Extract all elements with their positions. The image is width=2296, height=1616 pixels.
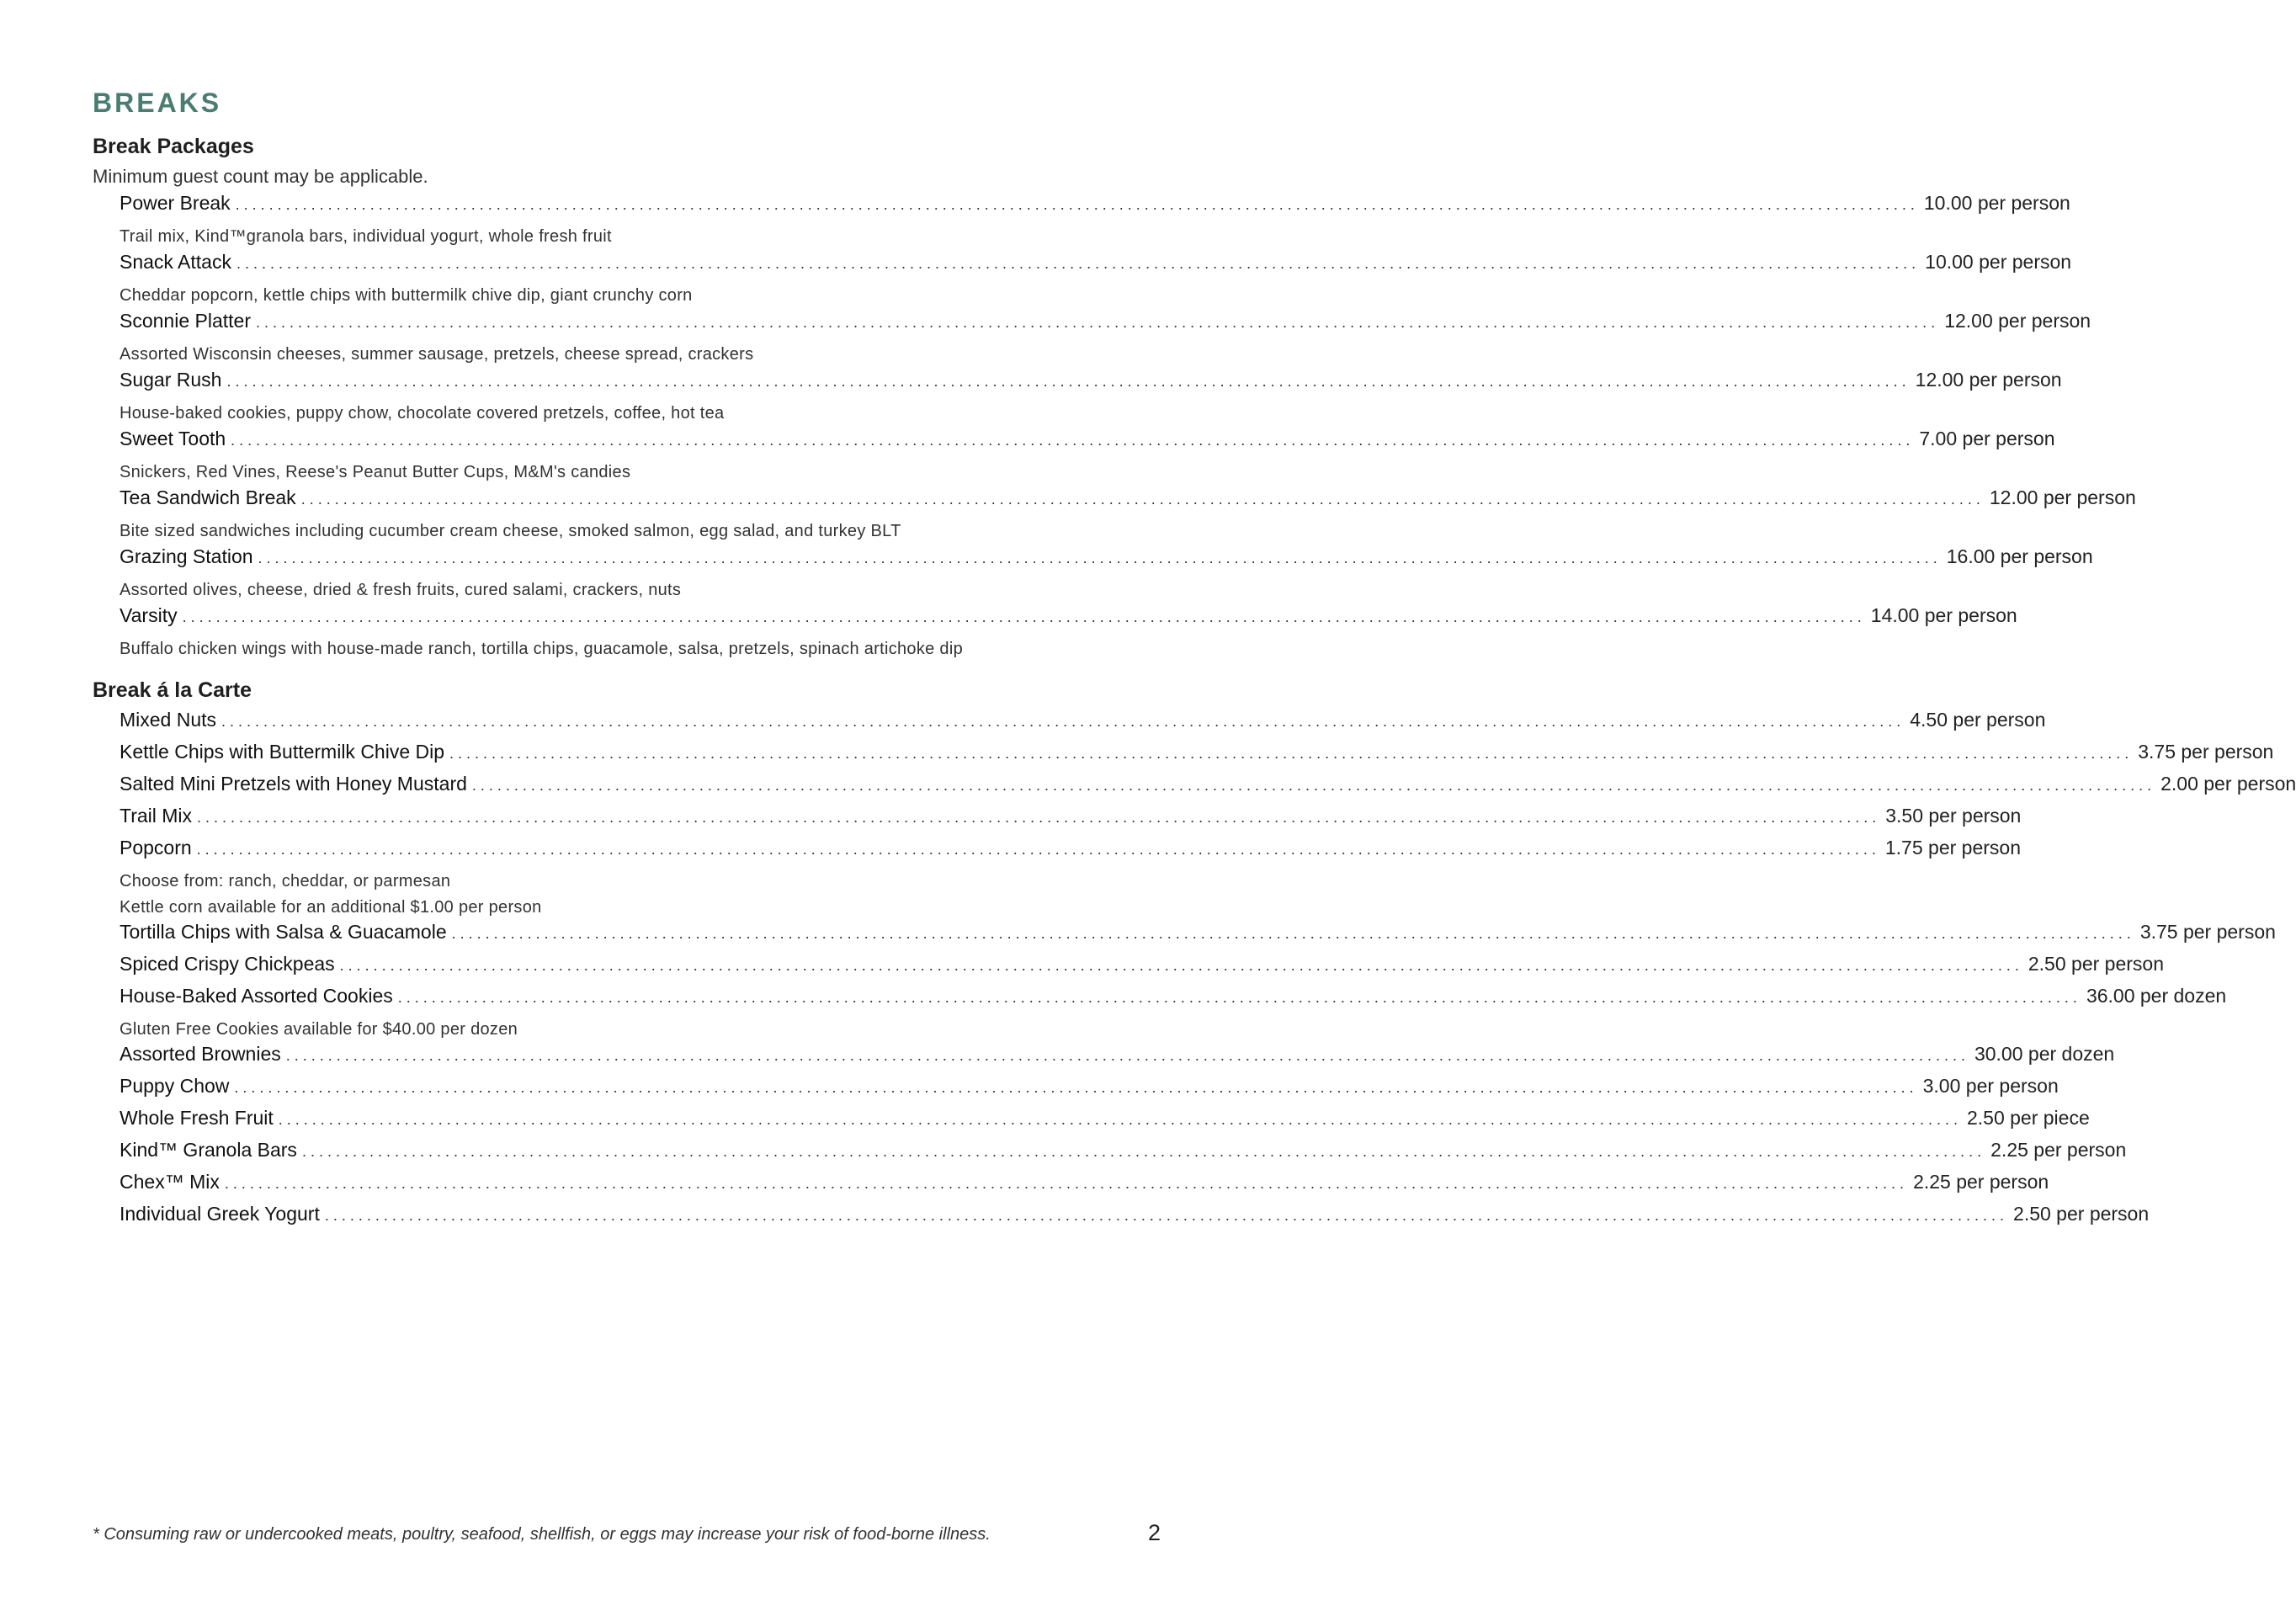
dot-leader: ........................................................................................................................................................................................................ bbox=[301, 1143, 1986, 1160]
menu-item-description: House-baked cookies, puppy chow, chocolate covered pretzels, coffee, hot tea bbox=[120, 404, 725, 423]
dot-leader: ........................................................................................................................................................................................................ bbox=[235, 196, 1919, 213]
menu-item-price: 10.00 per person bbox=[1923, 192, 2070, 214]
menu-item-name: Sugar Rush bbox=[120, 369, 222, 391]
dot-leader: ........................................................................................................................................................................................................ bbox=[397, 989, 2081, 1006]
minimum-guest-note: Minimum guest count may be applicable. bbox=[93, 166, 428, 187]
menu-item-description: Snickers, Red Vines, Reese's Peanut Butter Cups, M&M's candies bbox=[120, 463, 631, 481]
alacarte-item bbox=[93, 985, 2227, 1043]
menu-item-row bbox=[120, 773, 2296, 805]
menu-item-price: 2.00 per person bbox=[2160, 773, 2296, 795]
menu-item-price: 2.25 per person bbox=[1913, 1171, 2049, 1193]
menu-item-name: Whole Fresh Fruit bbox=[120, 1107, 274, 1129]
break-packages-section bbox=[93, 131, 2136, 663]
dot-leader: ........................................................................................................................................................................................................ bbox=[285, 1047, 1969, 1064]
dot-leader: ........................................................................................................................................................................................................ bbox=[231, 432, 1915, 449]
menu-item-name: Varsity bbox=[120, 604, 178, 626]
package-item bbox=[93, 369, 2062, 427]
menu-item-row bbox=[120, 604, 2017, 636]
dot-leader: ........................................................................................................................................................................................................ bbox=[449, 745, 2134, 762]
menu-item-price: 7.00 per person bbox=[1919, 428, 2055, 449]
menu-item-name: Power Break bbox=[120, 192, 231, 214]
menu-item-name: Tortilla Chips with Salsa & Guacamole bbox=[120, 921, 447, 943]
menu-item-name: Popcorn bbox=[120, 837, 192, 858]
package-item bbox=[93, 545, 2093, 603]
menu-item-name: Kind™ Granola Bars bbox=[120, 1139, 297, 1161]
alacarte-item bbox=[93, 1075, 2059, 1107]
menu-item-name: Grazing Station bbox=[120, 545, 253, 567]
menu-item-price: 2.25 per person bbox=[1990, 1139, 2127, 1161]
menu-item-row bbox=[120, 985, 2227, 1017]
alacarte-item bbox=[93, 953, 2164, 985]
menu-item-name: Tea Sandwich Break bbox=[120, 486, 296, 508]
package-list bbox=[93, 192, 2136, 662]
menu-item-name: Sconnie Platter bbox=[120, 310, 251, 332]
menu-item-price: 12.00 per person bbox=[1915, 369, 2062, 391]
menu-item-name: Mixed Nuts bbox=[120, 709, 217, 731]
menu-item-name: Chex™ Mix bbox=[120, 1171, 220, 1193]
menu-item-name: Snack Attack bbox=[120, 251, 231, 273]
menu-item-price: 3.75 per person bbox=[2138, 741, 2274, 763]
dot-leader: ........................................................................................................................................................................................................ bbox=[258, 550, 1942, 566]
alacarte-item bbox=[93, 837, 2021, 921]
menu-item-row bbox=[120, 1171, 2049, 1203]
menu-item-description: Buffalo chicken wings with house-made ranch, tortilla chips, guacamole, salsa, pretzels, spinach artichoke dip bbox=[120, 640, 964, 658]
dot-leader: ........................................................................................................................................................................................................ bbox=[226, 373, 1911, 390]
menu-item-name: House-Baked Assorted Cookies bbox=[120, 985, 393, 1007]
menu-item-row bbox=[120, 428, 2055, 460]
menu-item-row bbox=[120, 837, 2021, 869]
dot-leader: ........................................................................................................................................................................................................ bbox=[224, 1175, 1909, 1192]
dot-leader: ........................................................................................................................................................................................................ bbox=[197, 809, 1881, 826]
menu-item-price: 3.50 per person bbox=[1885, 805, 2022, 827]
package-item bbox=[93, 251, 2072, 309]
menu-item-row bbox=[120, 953, 2164, 985]
menu-item-row bbox=[120, 1075, 2059, 1107]
menu-item-row bbox=[120, 805, 2022, 837]
menu-item-price: 14.00 per person bbox=[1870, 604, 2017, 626]
menu-item-description: Assorted Wisconsin cheeses, summer sausage, pretzels, cheese spread, crackers bbox=[120, 345, 754, 364]
menu-item-row bbox=[120, 310, 2091, 342]
menu-item-row bbox=[120, 369, 2062, 401]
menu-item-row bbox=[120, 1043, 2115, 1075]
package-item bbox=[93, 486, 2136, 545]
alacarte-item bbox=[93, 1171, 2049, 1203]
menu-item-price: 12.00 per person bbox=[1989, 486, 2136, 508]
menu-item-row bbox=[120, 1203, 2150, 1235]
package-item bbox=[93, 192, 2070, 250]
menu-item-price: 3.00 per person bbox=[1922, 1075, 2059, 1097]
section-title: BREAKS bbox=[93, 88, 222, 118]
dot-leader: ........................................................................................................................................................................................................ bbox=[278, 1111, 1962, 1128]
menu-item-row bbox=[120, 741, 2274, 773]
alacarte-item bbox=[93, 805, 2022, 837]
menu-item-price: 3.75 per person bbox=[2139, 921, 2276, 943]
alacarte-list bbox=[93, 709, 2296, 1235]
menu-item-name: Spiced Crispy Chickpeas bbox=[120, 953, 335, 975]
menu-item-row bbox=[120, 192, 2070, 224]
dot-leader: ........................................................................................................................................................................................................ bbox=[471, 777, 2156, 794]
menu-item-name: Sweet Tooth bbox=[120, 428, 226, 449]
menu-item-price: 2.50 per person bbox=[2028, 953, 2164, 975]
food-safety-disclaimer: * Consuming raw or undercooked meats, poultry, seafood, shellfish, or eggs may increase your risk of food-borne illness. bbox=[93, 1525, 991, 1544]
menu-item-description: Choose from: ranch, cheddar, or parmesan bbox=[120, 872, 451, 890]
menu-item-name: Kettle Chips with Buttermilk Chive Dip bbox=[120, 741, 445, 763]
menu-item-name: Salted Mini Pretzels with Honey Mustard bbox=[120, 773, 467, 795]
alacarte-section bbox=[93, 675, 2296, 1235]
menu-item-name: Puppy Chow bbox=[120, 1075, 230, 1097]
alacarte-item bbox=[93, 709, 2046, 741]
package-item bbox=[93, 310, 2091, 368]
menu-item-row bbox=[120, 545, 2093, 577]
alacarte-item bbox=[93, 1139, 2127, 1171]
dot-leader: ........................................................................................................................................................................................................ bbox=[182, 609, 1866, 625]
alacarte-item bbox=[93, 773, 2296, 805]
menu-item-price: 1.75 per person bbox=[1884, 837, 2021, 858]
menu-item-row bbox=[120, 921, 2276, 953]
menu-item-row bbox=[120, 251, 2072, 283]
dot-leader: ........................................................................................................................................................................................................ bbox=[339, 957, 2023, 974]
menu-item-name: Trail Mix bbox=[120, 805, 193, 827]
menu-item-row bbox=[120, 1107, 2090, 1139]
menu-item-price: 12.00 per person bbox=[1944, 310, 2091, 332]
menu-item-price: 16.00 per person bbox=[1946, 545, 2093, 567]
menu-item-price: 2.50 per person bbox=[2013, 1203, 2150, 1225]
menu-item-description: Gluten Free Cookies available for $40.00 per dozen bbox=[120, 1020, 518, 1039]
page-number: 2 bbox=[1148, 1520, 1161, 1545]
menu-item-description: Kettle corn available for an additional $1.00 per person bbox=[120, 898, 542, 917]
menu-item-description: Assorted olives, cheese, dried & fresh fruits, cured salami, crackers, nuts bbox=[120, 581, 682, 599]
dot-leader: ........................................................................................................................................................................................................ bbox=[196, 841, 1880, 858]
alacarte-item bbox=[93, 921, 2276, 953]
menu-item-name: Individual Greek Yogurt bbox=[120, 1203, 320, 1225]
break-packages-heading: Break Packages bbox=[93, 135, 254, 158]
dot-leader: ........................................................................................................................................................................................................ bbox=[234, 1079, 1918, 1096]
menu-item-description: Trail mix, Kind™granola bars, individual yogurt, whole fresh fruit bbox=[120, 227, 612, 246]
package-item bbox=[93, 428, 2055, 486]
menu-item-price: 36.00 per dozen bbox=[2086, 985, 2227, 1007]
alacarte-item bbox=[93, 741, 2274, 773]
package-item bbox=[93, 604, 2017, 662]
dot-leader: ........................................................................................................................................................................................................ bbox=[451, 925, 2135, 942]
alacarte-item bbox=[93, 1203, 2150, 1235]
dot-leader: ........................................................................................................................................................................................................ bbox=[221, 713, 1905, 730]
menu-item-price: 2.50 per piece bbox=[1966, 1107, 2090, 1129]
dot-leader: ........................................................................................................................................................................................................ bbox=[255, 314, 1940, 331]
menu-item-price: 10.00 per person bbox=[1925, 251, 2072, 273]
dot-leader: ........................................................................................................................................................................................................ bbox=[300, 491, 1985, 508]
menu-item-name: Assorted Brownies bbox=[120, 1043, 281, 1065]
alacarte-heading: Break á la Carte bbox=[93, 678, 252, 702]
dot-leader: ........................................................................................................................................................................................................ bbox=[324, 1207, 2009, 1224]
menu-item-description: Cheddar popcorn, kettle chips with buttermilk chive dip, giant crunchy corn bbox=[120, 286, 693, 305]
menu-item-price: 30.00 per dozen bbox=[1974, 1043, 2115, 1065]
dot-leader: ........................................................................................................................................................................................................ bbox=[236, 255, 1921, 272]
alacarte-item bbox=[93, 1043, 2115, 1075]
alacarte-item bbox=[93, 1107, 2090, 1139]
menu-item-row bbox=[120, 1139, 2127, 1171]
menu-item-row bbox=[120, 709, 2046, 741]
menu-item-price: 4.50 per person bbox=[1910, 709, 2046, 731]
menu-item-row bbox=[120, 486, 2136, 518]
menu-item-description: Bite sized sandwiches including cucumber cream cheese, smoked salmon, egg salad, and turkey BLT bbox=[120, 522, 901, 540]
